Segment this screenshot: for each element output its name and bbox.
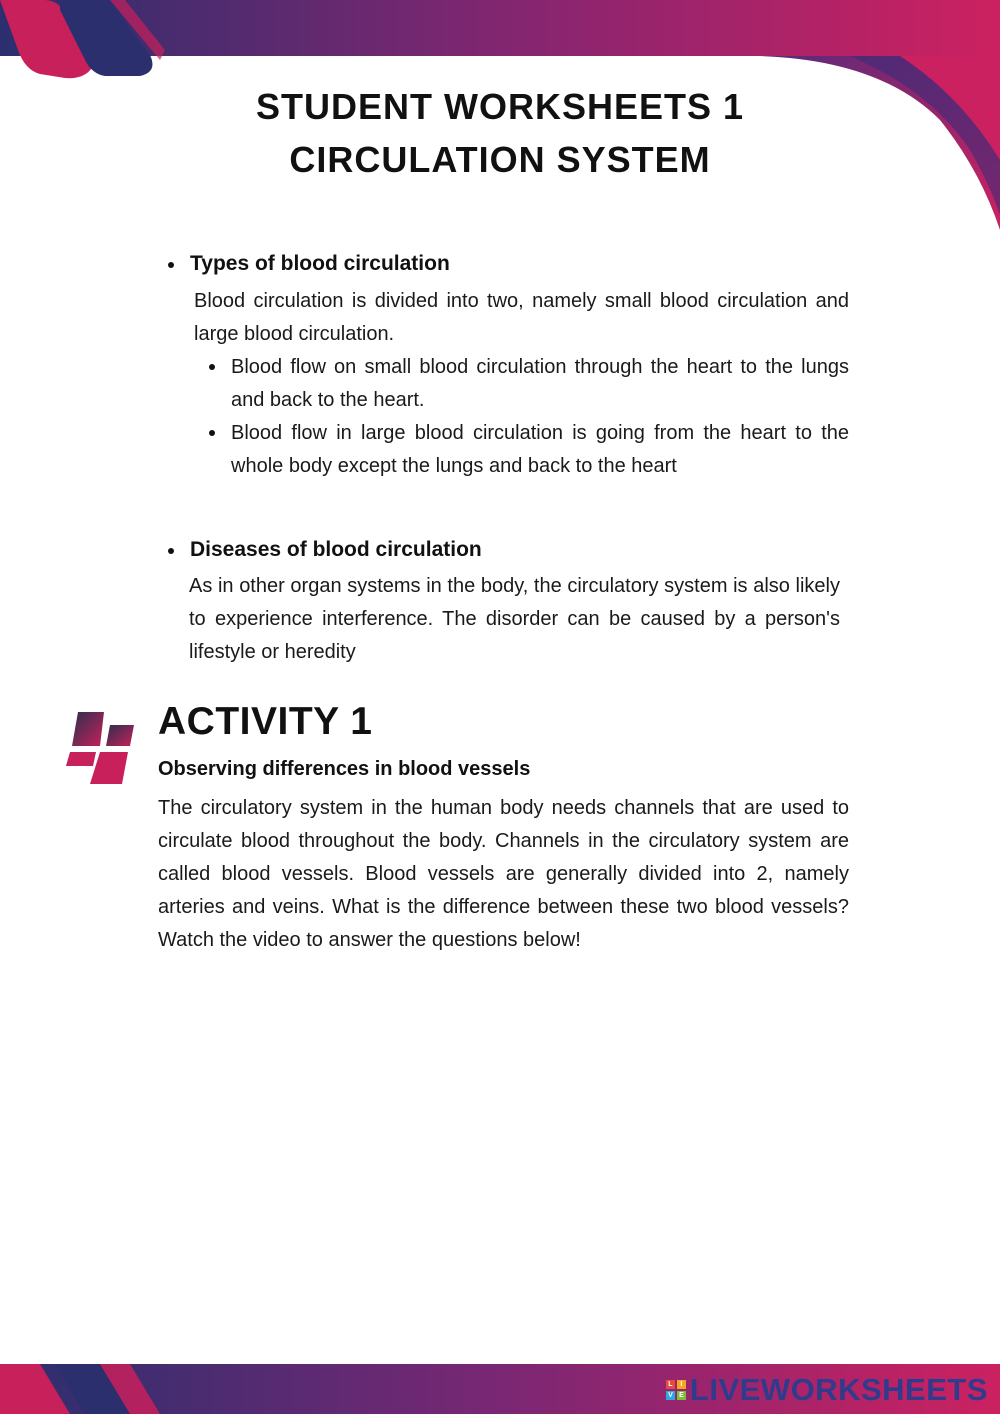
section-types-point-1: Blood flow on small blood circulation through the heart to the lungs and back to the heart. (231, 356, 849, 411)
page-title-line2: CIRCULATION SYSTEM (289, 139, 711, 180)
section-diseases-heading: Diseases of blood circulation (190, 538, 482, 561)
liveworksheets-logo-icon: L I V E (666, 1380, 686, 1400)
section-types-intro: Blood circulation is divided into two, namely small blood circulation and large blood circulation. (194, 290, 849, 345)
activity-title: ACTIVITY 1 (158, 700, 373, 743)
activity-tiles-icon (66, 712, 134, 784)
bullet-dot (209, 364, 215, 370)
bullet-dot (209, 430, 215, 436)
section-types-point-2: Blood flow in large blood circulation is going from the heart to the whole body except the lungs and back to the heart (231, 422, 849, 477)
bullet-dot (168, 548, 174, 554)
footer-brand[interactable] (666, 1372, 988, 1408)
activity-subtitle: Observing differences in blood vessels (158, 758, 531, 780)
section-diseases-body: As in other organ systems in the body, the circulatory system is also likely to experience interference. The disorder can be caused by a person's lifestyle or heredity (189, 575, 840, 663)
brand-name: LIVEWORKSHEETS (689, 1372, 988, 1407)
activity-body: The circulatory system in the human body needs channels that are used to circulate blood throughout the body. Channels in the circulatory system are called blood vessels. Blood vessels are generally divided into 2, namely arteries and veins. What is the difference between these two blood vessels? Watch the video to answer the questions below! (158, 797, 849, 951)
page-title-line1: STUDENT WORKSHEETS 1 (255, 86, 745, 127)
bullet-dot (168, 262, 174, 268)
section-types-heading: Types of blood circulation (190, 252, 450, 275)
